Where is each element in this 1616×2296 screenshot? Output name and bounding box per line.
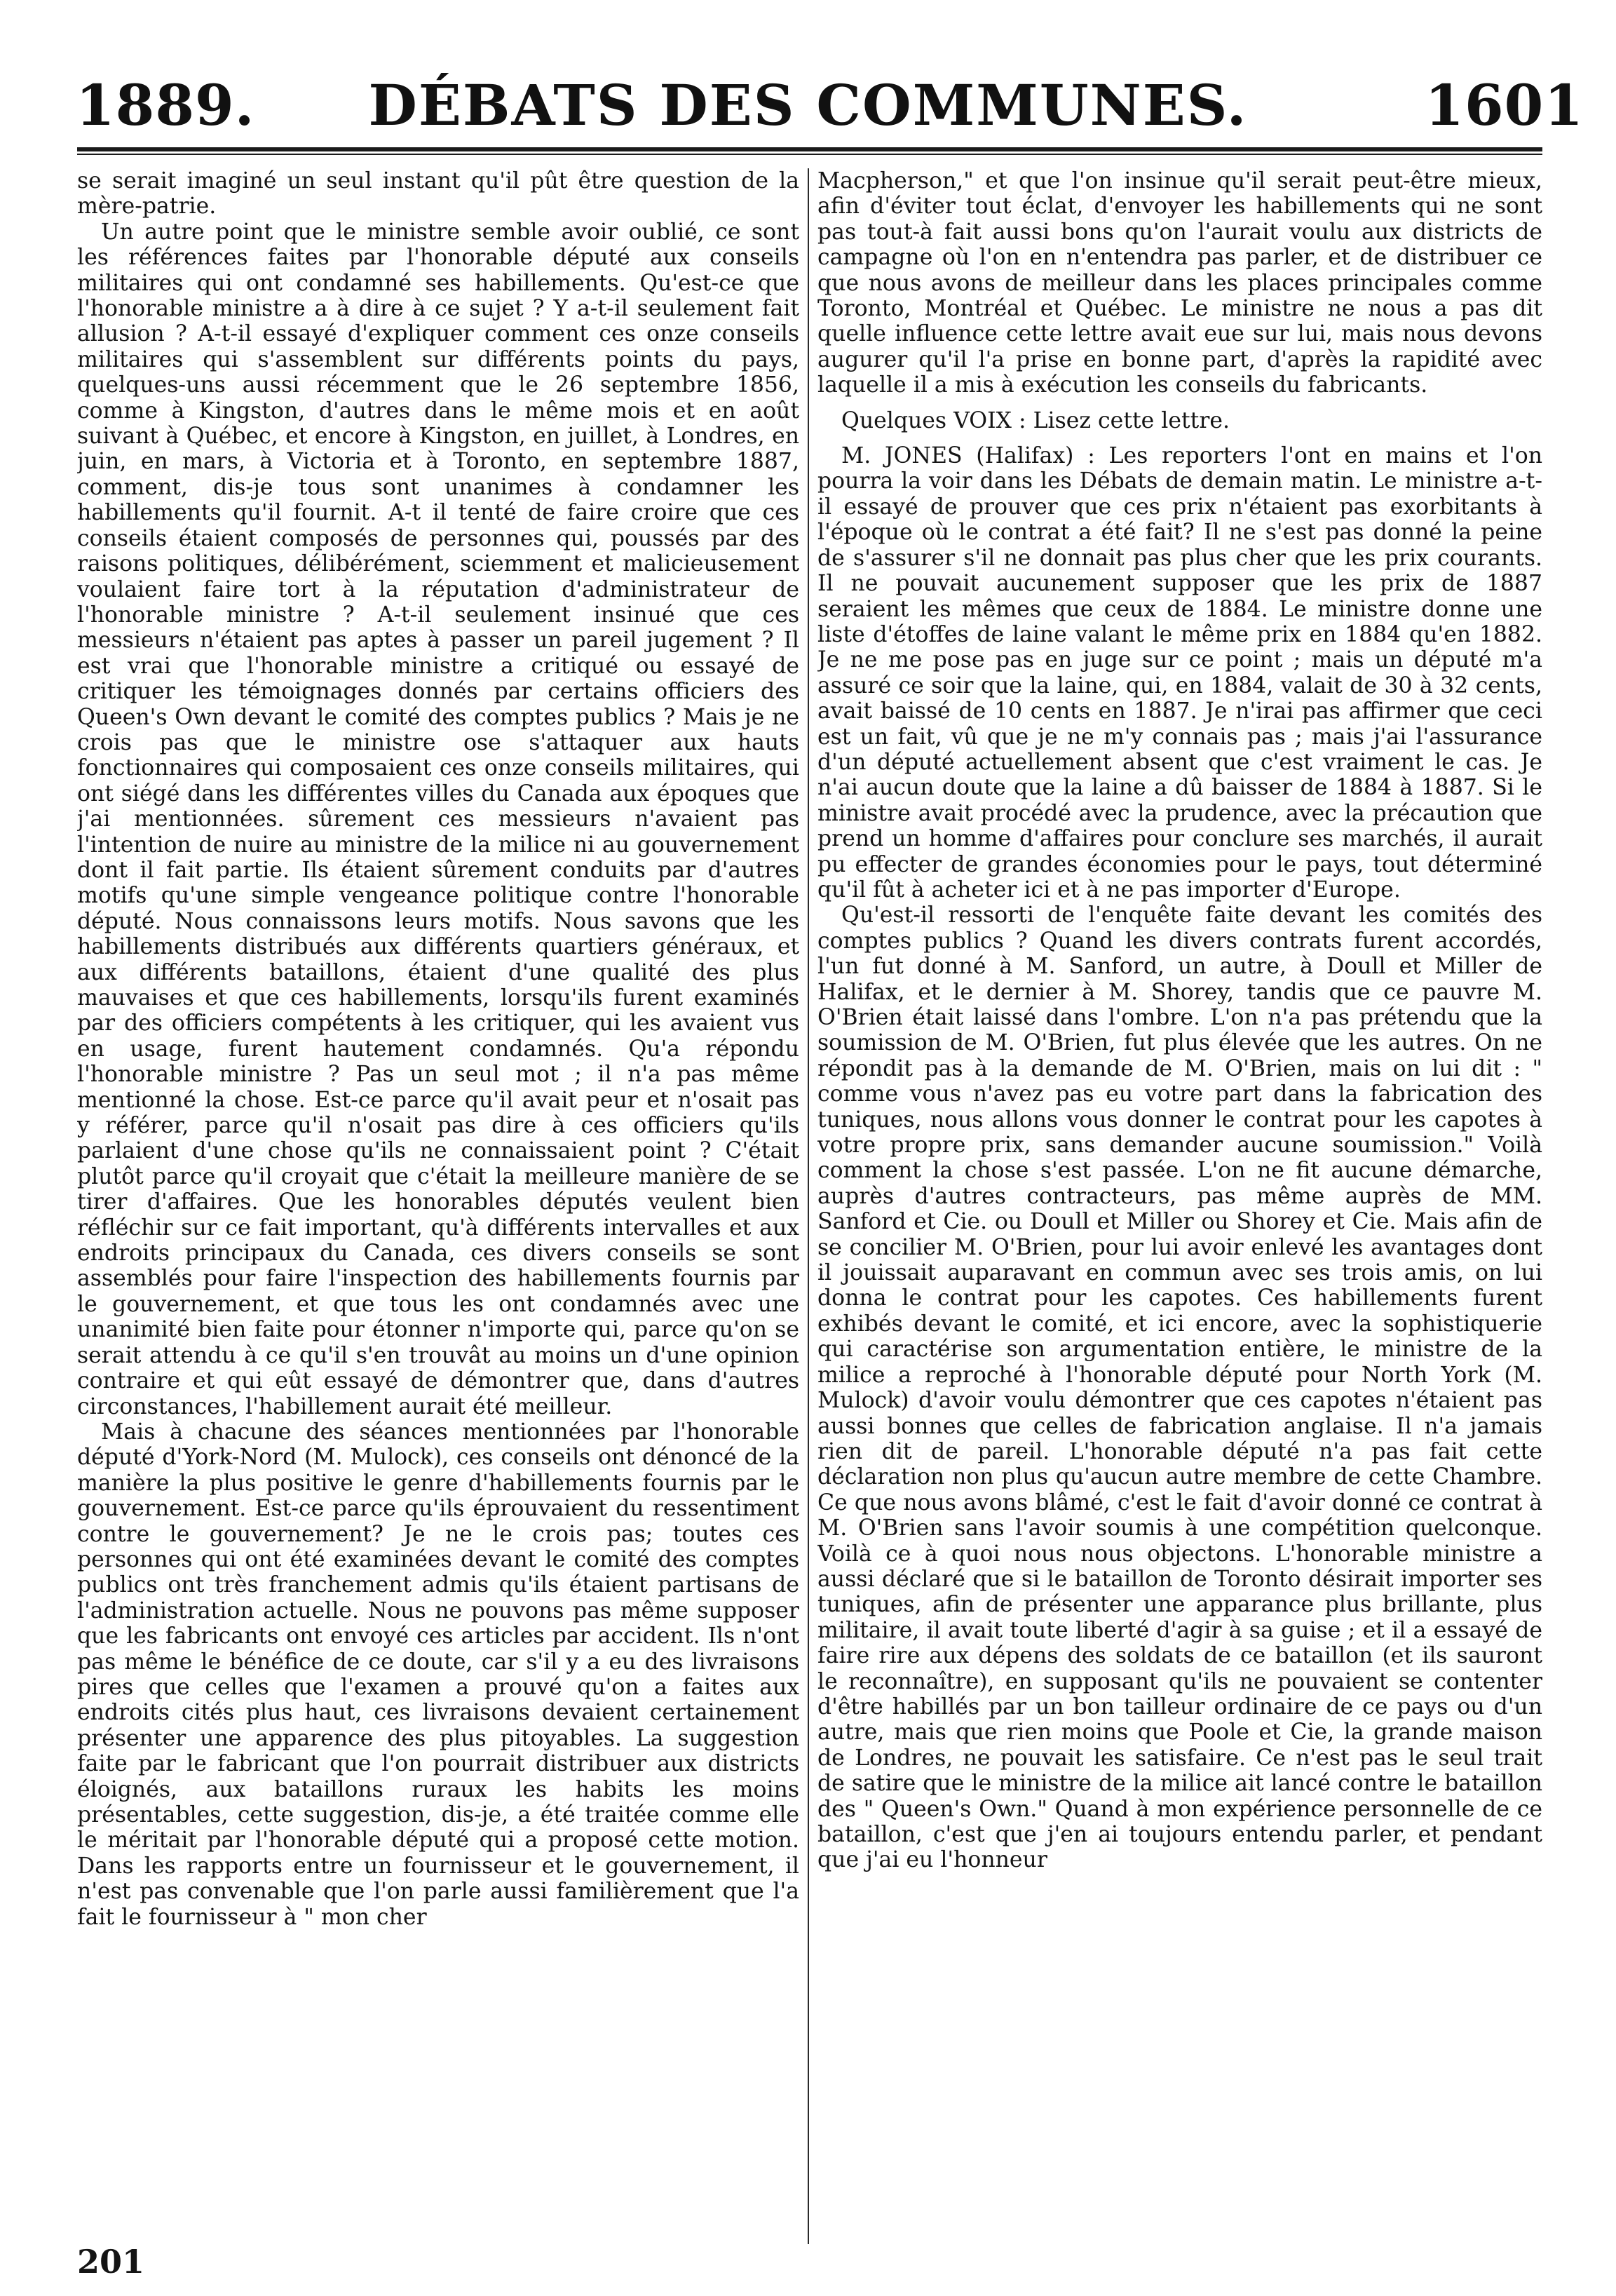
paragraph-speaker: M. JONES (Halifax) : Les reporters l'ont en mains et l'on pourra la voir dans les Débats de demain matin. Le ministre a-t-il essayé de prouver que ces prix n'étaient pas exorbitants à l'époque où le contrat a été fait? Il ne s'est pas donné la peine de s'assurer s'il ne donnait pas plus cher que les prix courants. Il ne pouvait aucunement supposer que les prix de 1887 seraient les mêmes que ceux de 1884. Le ministre donne une liste d'étoffes de laine valant le même prix en 1884 qu'en 1882. Je ne me pose pas en juge sur ce point ; mais un député m'a assuré ce soir que la laine, qui, en 1884, valait de 30 à 32 cents, avait baissé de 10 cents en 1887. Je n'irai pas affirmer que ceci est un fait, vû que je ne m'y connais pas ; mais j'ai l'assurance d'un député actuellement absent que c'est vraiment le cas. Je n'ai aucun doute que la laine a dû baisser de 1884 à 1887. Si le ministre avait procédé avec la prudence, avec la précaution que prend un homme d'affaires pour conclure ses marchés, il aurait pu effecter de grandes économies pour le pays, tout déterminé qu'il fût à acheter ici et à ne pas importer d'Europe. [817,443,1542,903]
page-header-title: DÉBATS DES COMMUNES. [368,72,1248,138]
printer-signature-mark: 201 [77,2243,145,2281]
page-header-number: 1601 [1425,72,1584,138]
paragraph: Un autre point que le ministre semble avoir oublié, ce sont les références faites par l'honorable député aux conseils militaires qui ont condamné ses habillements. Qu'est-ce que l'honorable ministre a à dire à ce sujet ? Y a-t-il seulement fait allusion ? A-t-il essayé d'expliquer comment ces onze conseils militaires qui s'assemblent sur différents points du pays, quelques-uns aussi récemment que le 26 septembre 1856, comme à Kingston, d'autres dans le même mois et en août suivant à Québec, et encore à Kingston, en juillet, à Londres, en juin, en mars, à Victoria et à Toronto, en septembre 1887, comment, dis-je tous sont unanimes à condamner les habillements qu'il fournit. A-t il tenté de faire croire que ces conseils étaient composés de personnes qui, poussés par des raisons politiques, délibérément, sciemment et malicieusement voulaient faire tort à la réputation d'administrateur de l'honorable ministre ? A-t-il seulement insinué que ces messieurs n'étaient pas aptes à passer un pareil jugement ? Il est vrai que l'honorable ministre a critiqué ou essayé de critiquer les témoignages donnés par certains officiers des Queen's Own devant le comité des comptes publics ? Mais je ne crois pas que le ministre ose s'attaquer aux hauts fonctionnaires qui composaient ces onze conseils militaires, qui ont siégé dans les différentes villes du Canada aux époques que j'ai mentionnées. sûrement ces messieurs n'avaient pas l'intention de nuire au ministre de la milice ni au gouvernement dont il fait partie. Ils étaient sûrement conduits par d'autres motifs qu'une simple vengeance politique contre l'honorable député. Nous connaissons leurs motifs. Nous savons que les habillements distribués aux différents quartiers généraux, et aux différents bataillons, étaient d'une qualité des plus mauvaises et que ces habillements, lorsqu'ils furent examinés par des officiers compétents à les critiquer, qui les avaient vus en usage, furent hautement condamnés. Qu'a répondu l'honorable ministre ? Pas un seul mot ; il n'a pas même mentionné la chose. Est-ce parce qu'il avait peur et n'osait pas y référer, parce qu'il n'osait pas dire à ces officiers qu'ils parlaient d'une chose qu'ils ne connaissaient point ? C'était plutôt parce qu'il croyait que c'était la meilleure manière de se tirer d'affaires. Que les honorables députés veulent bien réfléchir sur ce fait important, qu'à différents intervalles et aux endroits principaux du Canada, ces divers conseils se sont assemblés pour faire l'inspection des habillements fournis par le gouvernement, et que tous les ont condamnés avec une unanimité bien faite pour étonner n'importe qui, parce qu'on se serait attendu à ce qu'il s'en trouvât au moins un d'une opinion contraire et qui eût essayé de démontrer que, dans d'autres circonstances, l'habillement aurait été meilleur. [77,219,799,1419]
header-rule [77,147,1542,151]
paragraph: Qu'est-il ressorti de l'enquête faite devant les comités des comptes publics ? Quand les divers contrats furent accordés, l'un fut donné à M. Sanford, un autre, à Doull et Miller de Halifax, et le dernier à M. Shorey, tandis que ce pauvre M. O'Brien était laissé dans l'ombre. L'on n'a pas prétendu que la soumission de M. O'Brien, fut plus élevée que les autres. On ne répondit pas à la demande de M. O'Brien, mais on lui dit : " comme vous n'avez pas eu votre part dans la fabrication des tuniques, nous allons vous donner le contrat pour les capotes à votre propre prix, sans demander aucune soumission." Voilà comment la chose s'est passée. L'on ne fit aucune démarche, auprès d'autres contracteurs, pas même auprès de MM. Sanford et Cie. ou Doull et Miller ou Shorey et Cie. Mais afin de se concilier M. O'Brien, pour lui avoir enlevé les avantages dont il jouissait auparavant en commun avec ses trois amis, on lui donna le contrat pour les capotes. Ces habillements furent exhibés devant le comité, et ici encore, avec la sophistiquerie qui caractérise son argumentation entière, le ministre de la milice a reproché à l'honorable député pour North York (M. Mulock) d'avoir voulu démontrer que ces capotes n'étaient pas aussi bonnes que celles de fabrication anglaise. Il n'a jamais rien dit de pareil. L'honorable député n'a pas fait cette déclaration non plus qu'aucun autre membre de cette Chambre. Ce que nous avons blâmé, c'est le fait d'avoir donné ce contrat à M. O'Brien sans l'avoir soumis à une compétition quelconque. Voilà ce à quoi nous nous objectons. L'honorable ministre a aussi déclaré que si le bataillon de Toronto désirait importer ses tuniques, afin de présenter une apparance plus brillante, plus militaire, il avait toute liberté d'agir à sa guise ; et il a essayé de faire rire aux dépens des soldats de ce bataillon (et ils sauront le reconnaître), en supposant qu'ils ne pouvaient se contenter d'être habillés par un bon tailleur ordinaire de ce pays ou d'un autre, mais que rien moins que Poole et Cie, la grande maison de Londres, ne pouvait les satisfaire. Ce n'est pas le seul trait de satire que le ministre de la milice ait lancé contre le bataillon des " Queen's Own." Quand à mon expérience personnelle de ce bataillon, c'est que j'en ai toujours entendu parler, et pendant que j'ai eu l'honneur [817,903,1542,1873]
paragraph-speaker: Quelques VOIX : Lisez cette lettre. [841,407,1230,433]
left-column [77,168,799,2244]
page-header-year: 1889. [76,72,255,138]
paragraph: Mais à chacune des séances mentionnées par l'honorable député d'York-Nord (M. Mulock), ces conseils ont dénoncé de la manière la plus positive le genre d'habillements fournis par le gouvernement. Est-ce parce qu'ils éprouvaient du ressentiment contre le gouvernement? Je ne le crois pas; toutes ces personnes qui ont été examinées devant le comité des comptes publics ont très franchement admis qu'ils étaient partisans de l'administration actuelle. Nous ne pouvons pas même supposer que les fabricants ont envoyé ces articles par accident. Ils n'ont pas même le bénéfice de ce doute, car s'il y a eu des livraisons pires que celles que l'examen a prouvé qu'on a faites aux endroits cités plus haut, ces livraisons devaient certainement présenter une apparence des plus pitoyables. La suggestion faite par le fabricant que l'on pourrait distribuer aux districts éloignés, aux bataillons ruraux les habits les moins présentables, cette suggestion, dis-je, a été traitée comme elle le méritait par l'honorable député qui a proposé cette motion. Dans les rapports entre un fournisseur et le gouvernement, il n'est pas convenable que l'on parle aussi familièrement que l'a fait le fournisseur à " mon cher [77,1419,799,1930]
column-divider [808,168,809,2244]
paragraph: Macpherson," et que l'on insinue qu'il serait peut-être mieux, afin d'éviter tout éclat, d'envoyer les habillements qui ne sont pas tout-à fait aussi bons qu'on l'aurait voulu aux districts de campagne où l'on en n'entendra pas parler, et de distribuer ce que nous avons de meilleur dans les places principales comme Toronto, Montréal et Québec. Le ministre ne nous a pas dit quelle influence cette lettre avait eue sur lui, mais nous devons augurer qu'il l'a prise en bonne part, d'après la rapidité avec laquelle il a mis à exécution les conseils du fabricants. [817,168,1542,398]
right-column [817,168,1542,2244]
header-rule-thin [77,154,1542,155]
paragraph: se serait imaginé un seul instant qu'il pût être question de la mère-patrie. [77,168,799,220]
